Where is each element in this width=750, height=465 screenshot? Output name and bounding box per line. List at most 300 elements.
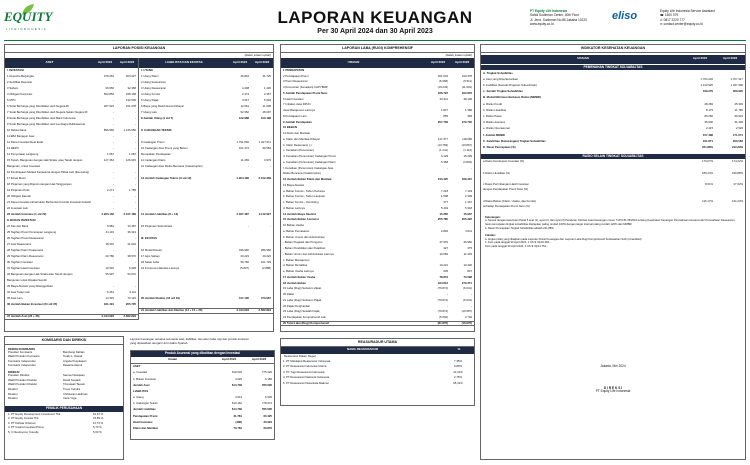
pemilik-rows	[5, 412, 123, 437]
row-label: c. Risiko Pasar	[483, 114, 502, 118]
row-value-y2: 46.960	[463, 240, 472, 245]
reasuradur-sub: Reasuransi Dalam Negeri	[284, 353, 317, 358]
row-value-y2: 365	[467, 113, 472, 118]
reasuradur-pct: 65,31%	[453, 380, 463, 385]
row-label: b. Bukan Investasi	[133, 377, 156, 381]
row-value-y2: -	[135, 170, 136, 175]
row-label: 16 Pembiayaan Melalui Kerjasama dengan Pihak Lain (Executing)	[7, 171, 90, 175]
row-value-y1: 41.119	[105, 230, 114, 235]
row-label: Bangunan untuk Dipakai Sendiri	[7, 279, 47, 283]
row-value-y1: 417.136	[238, 296, 249, 301]
produk-rows	[131, 364, 274, 432]
row-label: Merupakan Pendapatan	[141, 153, 171, 157]
indikator-col-y2: April 2023	[722, 56, 738, 61]
row-value-y2: (16.976)	[461, 320, 472, 325]
row-value-y2: (1.110)	[463, 148, 472, 153]
row-value-y2: 60.876	[263, 426, 272, 431]
row-label: 3 Utang Reasuransi	[141, 87, 166, 91]
pair-label: Komisaris Independen	[8, 358, 36, 363]
row-value-y1: -	[113, 236, 114, 241]
row-label: 14 Penyertaan Langsung	[7, 153, 39, 157]
labarugi-col-y2: April 2023	[454, 59, 470, 64]
reasuradur-title: REASURADUR UTAMA	[281, 339, 474, 347]
row-label: 11 Cadangan Klaim	[141, 159, 166, 163]
row-label: 1 PENDAPATAN	[283, 68, 305, 72]
row-value-y2: 5.646	[264, 98, 271, 103]
row-value-y2: 118.086	[462, 136, 472, 141]
row-value-y2: 131,24%	[731, 198, 743, 203]
row-label: 12 Dana Investasi Real Estat	[7, 141, 44, 145]
row-value-y1: 116,17%	[702, 198, 713, 203]
reasuradur-row	[281, 381, 474, 387]
row-label: I. UTANG	[141, 69, 154, 73]
row-value-y2: -	[135, 134, 136, 139]
row-value-y1: 2.263.132	[101, 212, 114, 217]
row-value-y1: 2.415	[706, 126, 713, 131]
row-value-y2: 189.415	[461, 177, 472, 182]
row-label: 30 Tagihan Investasi	[7, 261, 33, 265]
row-label: 18 Pinjaman yang Dijamin dengan Hak Tanggungan	[7, 183, 72, 187]
row-value-y1: 8.175	[706, 107, 713, 112]
row-label: 7 Utang Lain	[141, 111, 157, 115]
pemilik-row	[8, 431, 120, 436]
row-value-y1: 236.722	[437, 90, 448, 95]
company-info	[530, 9, 610, 26]
row-label: 14 Jumlah Biaya Akuisisi	[283, 212, 317, 216]
row-label: 1 Deposito Berjangka	[7, 75, 34, 79]
row-value-y1: 147.377	[437, 136, 448, 141]
keterangan-title: Keterangan:	[485, 215, 501, 219]
row-label: 18 Jumlah Beban	[283, 281, 307, 285]
catatan-a: a. Angka (nilai) yang disajikan pada Laporan Posisi Keuangan dan Laporan Laba Rugi Komprehensif berdasarkan SAK (Unaudited)	[485, 237, 642, 241]
row-label: 23 Laba (Rugi) Setelah Pajak	[283, 310, 320, 314]
row-label: 34 Aset Tetap Lain	[7, 291, 30, 295]
row-value-y2: 205.322	[461, 217, 472, 222]
reasuradur-name: 5. PT Reasuransi Nusantara Makmur	[283, 381, 330, 385]
logo-text: EQUITY	[4, 9, 53, 24]
row-value-y1: 896.966	[103, 128, 114, 133]
row-value-y2: 1.917.611	[258, 140, 271, 145]
row-label: 13 Biaya Akuisisi	[283, 183, 304, 187]
pair-label: Direktur	[8, 387, 18, 392]
row-label: dengan Pendapatan Premi Neto (%)	[483, 188, 529, 192]
row-value-y2: 11.433	[463, 251, 472, 256]
row-label: 24 Kas dan Bank	[7, 225, 29, 229]
row-label: 10 Reksa Dana	[7, 129, 27, 133]
row-value-y2: 100.198	[260, 116, 271, 121]
pair-value: 5,73 %	[93, 425, 102, 430]
row-label: a. Investasi	[133, 371, 148, 375]
row-value-y2: 2.582.894	[123, 314, 136, 319]
row-value-y2: 200.063	[732, 138, 743, 143]
row-label: 20 Zakat	[283, 293, 294, 297]
row-value-y2: 3.611	[465, 228, 472, 233]
liab-col-y2: April 2023	[254, 59, 270, 64]
row-value-y2: -	[135, 116, 136, 121]
row-value-y1: -	[113, 284, 114, 289]
row-value-y1: (76.874)	[437, 286, 448, 291]
row-value-y2: -	[135, 236, 136, 241]
row-label: b. Beban Komisi - Tahun Lanjutan	[283, 195, 325, 199]
row-label: 22 Investasi Lain	[7, 207, 28, 211]
row-label: d Rasio Beban (Klaim, Usaha, dan Komisi)	[483, 199, 537, 203]
row-label: Bangunan, untuk Investasi	[7, 165, 40, 169]
row-label: 19 Komponen Ekuitas Lainnya	[141, 267, 179, 271]
row-value-y2: 48.097	[262, 110, 271, 115]
pair-value: Trees Candra	[63, 387, 80, 392]
row-value-y1: 261.633	[437, 73, 448, 78]
row-label: f. Kenaikan (Penurunan) Cadangan Atas	[283, 166, 334, 170]
row-value-y2: (10.867)	[461, 142, 472, 147]
row-value-y2: 174,22%	[731, 159, 743, 164]
dewan-komisaris-title: DEWAN KOMISARIS	[8, 346, 36, 351]
komisaris-row	[8, 364, 120, 369]
row-value-y2: 10.420	[463, 263, 472, 268]
row-label: 18 Saldo Laba	[141, 261, 160, 265]
row-label: 16 Beban Usaha	[283, 224, 304, 228]
keterangan-a: a. Sesuai dengan ketentuan Pasal 5 ayat (1), ayat (2), dan ayat (3) Peraturan Otoritas Jasa Keuangan nomor 71/POJK.05/2016 tentang Kesehatan Keuangan Perusahaan Asuransi dan Perusahaan Reasuransi, rasio pencapaian tingkat solvabilitas ditetapkan paling rendah 100% dengan target internal paling rendah 120% dari MMBR.	[485, 219, 736, 226]
row-value-y2: -	[135, 122, 136, 127]
row-value-y2: 36.313	[127, 230, 136, 235]
row-value-y2: -	[135, 284, 136, 289]
produk-col-y2: April 2023	[251, 356, 267, 361]
row-value-y2: -	[135, 146, 136, 151]
rasio-title: RASIO SELAIN TINGKAT SOLVABILITAS	[481, 154, 745, 160]
mobile-icon: ✆	[660, 17, 664, 22]
row-label: a. Beban Pemasaran	[283, 229, 310, 233]
row-value-y1: 1.791.846	[236, 140, 249, 145]
labarugi-header	[281, 58, 474, 68]
row-value-y1: 614.709	[231, 407, 242, 412]
row-value-y2: 11.765	[734, 107, 743, 112]
row-value-y2: 2.702	[465, 315, 472, 320]
row-label: 14 Jumlah Liabilitas (8 + 13)	[141, 213, 179, 217]
row-value-y1: (5.004)	[439, 315, 448, 320]
row-value-y1: 181.491	[103, 302, 114, 307]
pair-value: 11,73 %	[93, 420, 104, 425]
row-label: 8 Pendapatan Lain	[283, 114, 307, 118]
row-label: II. CADANGAN TEKNIS	[141, 129, 172, 133]
row-value-y2: 2.582.894	[258, 308, 271, 313]
row-value-y2: 7.103	[465, 188, 472, 193]
liab-header	[139, 58, 273, 68]
row-value-y1: 157.498	[702, 132, 713, 137]
row-label: a Rasio Kecukupan Investasi (%)	[483, 160, 525, 164]
row-value-y1: 59.760	[240, 260, 249, 265]
row-label: 16 Modal Disetor	[141, 249, 163, 253]
row-value-y1: 14.315	[105, 296, 114, 301]
keterangan-b: b. Rasio Pencapaian Tingkat Solvabilitas adalah 221,88%	[485, 226, 554, 230]
row-label: 6 Hasil Investasi	[283, 97, 304, 101]
row-value-y1: 427	[443, 246, 448, 251]
row-label: 10 BEBAN	[283, 126, 297, 130]
row-value-y2: 2.317.189	[123, 212, 136, 217]
row-value-y2: 364.927	[125, 74, 136, 79]
komisaris-panel	[4, 336, 124, 460]
reasuradur-name: 1. PT Maskapai Reasuransi Indonesia	[283, 359, 331, 363]
row-value-y2: 272.730	[461, 119, 472, 124]
row-value-y1: 855	[443, 113, 448, 118]
row-label: 15 Pinjaman Subordinasi	[141, 225, 173, 229]
row-label: 4 Utang Komisi	[141, 93, 160, 97]
produk-col-y1: April 2024	[221, 356, 237, 361]
row-value-y1: -	[447, 303, 448, 308]
row-value-y2: 847	[467, 269, 472, 274]
service-mobile: 0817 2220 777	[663, 17, 685, 22]
row-value-y2: 1.135.656	[123, 128, 136, 133]
row-value-y2: 369.920	[732, 89, 743, 94]
row-value-y2: 785.606	[261, 407, 272, 412]
row-label: 5 Utang Pajak	[141, 99, 159, 103]
keterangan	[481, 210, 745, 249]
pair-value: Irana Yoga	[63, 396, 77, 401]
row-value-y1: -	[113, 122, 114, 127]
row-label: ASET	[133, 365, 141, 369]
row-value-y2: -	[135, 194, 136, 199]
row-value-y2: 1.087	[129, 152, 136, 157]
row-label: 17 Jumlah Beban Usaha	[283, 275, 316, 279]
row-value-y1: 20.780	[105, 254, 114, 259]
row-label: 24 Pendapatan Komprehensif Lain	[283, 316, 327, 320]
row-value-y2: 5.006	[129, 266, 136, 271]
row-label: III. EKUITAS	[141, 237, 157, 241]
row-value-y2: -	[471, 165, 472, 170]
labarugi-rows	[281, 68, 474, 327]
row-value-y2: 20.994	[263, 419, 272, 424]
row-value-y1: 9.129	[441, 154, 448, 159]
row-label: a. Aset yang Diperkenankan	[483, 77, 518, 81]
pair-value: 15,89 %	[93, 416, 104, 421]
row-label: 7 Imbalan Jasa DPLK/	[283, 103, 311, 107]
direksi-title: DIREKSI	[8, 370, 20, 375]
row-value-y2: 161.729	[260, 260, 271, 265]
pair-value: Teddy L. Rasak	[63, 354, 83, 359]
reasuradur-pct: 9,80%	[454, 364, 462, 369]
row-label: 3 Premi Reasuransi	[283, 80, 308, 84]
row-label: 8 Surat Berharga yang Diterbitkan oleh Bank Indonesia	[7, 117, 76, 121]
solvabilitas-title: PEMENUHAN TINGKAT SOLVABILITAS	[481, 65, 745, 71]
row-value-y1: (486)	[235, 419, 242, 424]
row-value-y2: 20.223	[262, 254, 271, 259]
komisaris-content	[5, 345, 123, 403]
row-label: 26 Tagihan Premi Reasuransi	[7, 237, 44, 241]
row-label: 25 Tagihan Premi Penutupan Langsung	[7, 231, 57, 235]
row-value-y2: -	[135, 182, 136, 187]
indikator-col: URAIAN	[577, 56, 589, 61]
row-value-y2: 126.615	[125, 158, 136, 163]
row-value-y2: (16.587)	[461, 309, 472, 314]
row-value-y1: 4.547	[242, 98, 249, 103]
row-value-y2: 90.581	[262, 146, 271, 151]
row-label: 21 Dana Investasi Infrastruktur Berbentuk Kontrak Investasi Kolektif	[7, 201, 91, 205]
row-value-y2: 11.638	[262, 104, 271, 109]
row-value-y1: 267.924	[103, 104, 114, 109]
liab-rows	[139, 68, 273, 314]
row-value-y2: 73.124	[127, 296, 136, 301]
row-label: 9 Jumlah Pendapatan	[283, 120, 312, 124]
row-value-y2: 1.785	[129, 188, 136, 193]
row-label: 36 Jumlah Bukan Investasi (24 s/d 35)	[7, 303, 58, 307]
posisi-keuangan-panel	[4, 44, 274, 332]
row-value-y1: -	[113, 206, 114, 211]
row-label: 29 Tagihan Klaim Reasuransi	[7, 255, 44, 259]
row-value-y1: 80.260	[704, 113, 713, 118]
row-label: 11 Klaim dan Manfaat	[283, 132, 311, 136]
row-value-y1: 2.846	[441, 228, 448, 233]
row-value-y1: -	[447, 165, 448, 170]
pair-label: Wakil Presiden Komisaris	[8, 354, 40, 359]
row-value-y2: (11.991)	[461, 85, 472, 90]
row-label: - Beban Pendidikan dan Pelatihan	[283, 247, 326, 251]
row-label: 21 Laba (Rugi) Sebelum Pajak	[283, 298, 322, 302]
row-value-y1: 8,61%	[705, 181, 713, 186]
row-value-y2: 196,88%	[731, 170, 743, 175]
note-line-2: yang dipasarkan dengan Unit Usaha Syariah.	[130, 340, 189, 345]
row-label: 4 Penurunan (Kenaikan) CAPYBMP	[283, 86, 328, 90]
row-label: 27 Aset Reasuransi	[7, 243, 32, 247]
row-label: b. Liabilitas (Kecuali Pinjaman Subordinasi)	[483, 84, 537, 88]
reasuradur-rows	[281, 359, 474, 387]
row-label: 12 Cadangan Atas Risiko Bencana (Catastrophic)	[141, 165, 203, 169]
row-value-y1: 179,07%	[701, 159, 713, 164]
row-label: c. Beban Manajemen	[283, 258, 310, 262]
row-value-y2: 1.707.317	[730, 76, 743, 81]
row-label: 37 Jumlah Aset (23 + 36)	[7, 315, 40, 319]
row-value-y2: 60.425	[263, 413, 272, 418]
row-label: d. Beban Mortalitas	[283, 264, 308, 268]
labarugi-col: URAIAN	[347, 59, 360, 64]
row-value-y1: 2.271	[107, 188, 114, 193]
sign-title: D I R E K S I	[603, 385, 623, 390]
row-label: Risiko Bencana (Catastrophic)	[283, 172, 321, 176]
row-value-y2: -	[135, 200, 136, 205]
catatan-c: Kurs pada tanggal 30 April 2023, 1 US $: Rp14.751,-	[485, 245, 548, 249]
row-value-y2: -	[135, 140, 136, 145]
row-value-y2: 240.378	[461, 73, 472, 78]
row-value-y1: 47.976	[439, 240, 448, 245]
row-value-y1: 7.218	[441, 188, 448, 193]
row-label: 8 Jumlah Utang (1 s/d 7)	[141, 117, 174, 121]
row-value-y1: 31.781	[233, 413, 242, 418]
row-label: 25 Total Laba (Rugi) Komprehensif	[283, 321, 330, 325]
row-value-y1: (5.668)	[439, 79, 448, 84]
pair-label: Wakil Presiden Direktur	[8, 377, 38, 382]
catatan-b: b. Kurs pada tanggal 30 April 2024, 1 US $: Rp16.284,-	[485, 241, 551, 245]
row-label: 19 Laba (Rugi) Sebelum Zakat	[283, 287, 322, 291]
row-label: d. Beban Lainnya	[283, 206, 305, 210]
row-value-y2: 48.109	[463, 96, 472, 101]
row-value-y1: 1.087	[107, 152, 114, 157]
row-value-y1: -	[113, 260, 114, 265]
row-value-y2: 212,29%	[731, 144, 743, 149]
row-value-y1: 336.960	[238, 248, 249, 253]
row-value-y2: 151.678	[125, 104, 136, 109]
row-value-y2: 286.960	[260, 248, 271, 253]
row-label: 9 Surat Berharga yang Diterbitkan oleh Lembaga Multinasional	[7, 123, 85, 127]
row-value-y2: 171.071	[732, 132, 743, 137]
page-title: LAPORAN KEUANGAN	[277, 8, 473, 27]
row-value-y2: (4.893)	[463, 159, 472, 164]
row-label: Klaim dan Manfaat	[133, 427, 158, 431]
komisaris-title: KOMISARIS DAN DIREKSI	[5, 337, 123, 345]
row-label: 13 Jumlah Cadangan Teknis (9 s/d 12)	[141, 177, 192, 181]
pair-label: 2. PT Equity Investa Tbk	[8, 416, 39, 421]
row-value-y1: -	[113, 176, 114, 181]
row-value-y1: 55.997	[105, 272, 114, 277]
row-value-y1: -	[113, 134, 114, 139]
reasuradur-name: 4. PT Reasuransi Nasional Indonesia	[283, 376, 330, 380]
row-value-y1: 2.444.623	[236, 308, 249, 313]
row-value-y2: 265.705	[125, 302, 136, 307]
row-value-y2: -	[270, 164, 271, 169]
row-label: 20 Jumlah Ekuitas (16 s/d 19)	[141, 297, 180, 301]
table-row	[281, 321, 474, 327]
row-value-y2: 31.403	[734, 120, 743, 125]
row-value-y2: -	[471, 292, 472, 297]
row-value-y1: 2.444.623	[101, 314, 114, 319]
table-row	[5, 314, 138, 320]
logo-tagline: L I F E I N D O N E S I A	[6, 27, 47, 31]
row-label: a. Utang	[133, 396, 144, 400]
row-value-y2: 2.012.369	[258, 176, 271, 181]
reasuradur-header	[281, 347, 474, 354]
row-value-y1: (76.874)	[437, 297, 448, 302]
row-value-y1: 1.413.925	[700, 83, 713, 88]
row-value-y1: (19.243)	[437, 85, 448, 90]
row-value-y1: 6.461	[107, 290, 114, 295]
row-label: d. Kenaikan (Penurunan) Cadangan Premi	[283, 155, 336, 159]
row-value-y2: (2.888)	[262, 266, 271, 271]
row-label: terhadap Pendapatan Premi Neto (%)	[483, 205, 530, 209]
produk-col: Uraian	[167, 356, 178, 361]
row-value-y2: 2.526	[736, 126, 743, 131]
service-phone: 1500 079	[664, 13, 679, 18]
row-value-y2: 74.098	[463, 274, 472, 279]
row-label: c. Jumlah Tingkat Solvabilitas	[483, 90, 523, 94]
row-value-y2: (6.641)	[463, 297, 472, 302]
company-web[interactable]: www.equity.co.id	[530, 21, 554, 26]
row-label: c. Beban Komisi - Overriding	[283, 201, 319, 205]
row-value-y2: 6.630	[265, 395, 272, 400]
row-label: LIABILITAS	[133, 389, 149, 393]
row-value-y2: 25.303	[734, 101, 743, 106]
pair-label: Direktur	[8, 391, 18, 396]
row-value-y2: 2.357	[264, 92, 271, 97]
row-label: 17 Agio Saham	[141, 255, 160, 259]
row-label: b. Cadangan Teknis	[133, 402, 158, 406]
row-value-y2: 9.111	[129, 290, 136, 295]
pair-value: Trisnawati Tauwin	[63, 382, 86, 387]
pair-label: Komisaris Independen	[8, 363, 36, 368]
row-value-y2: 38.570	[127, 254, 136, 259]
row-label: c Rasio Perimbangan Hasil Investasi	[483, 182, 529, 186]
row-value-y1: 20.223	[240, 254, 249, 259]
pair-value: Angela Puspitasari	[63, 358, 87, 363]
posisi-unit: (dalam jutaan rupiah)	[244, 52, 271, 57]
row-value-y2: 1.380	[465, 108, 472, 113]
row-label: 6 Biaya yang Masih Harus Dibayar	[141, 105, 185, 109]
row-label: a. Beban Komisi - Tahun Pertama	[283, 189, 325, 193]
row-value-y1: 46.843	[240, 74, 249, 79]
row-label: Pendapatan Premi	[133, 414, 158, 418]
row-label: e. Kenaikan (Penurunan) Cadangan Klaim	[283, 160, 336, 164]
row-label: 7 Surat Berharga yang Diterbitkan oleh Negara Selain Negara RI	[7, 111, 88, 115]
pair-label: 4. PT Iswara Investasi Prima	[8, 425, 44, 430]
row-value-y2: 2.309	[465, 194, 472, 199]
row-label: 5 Jumlah Pendapatan Premi Neto	[283, 91, 328, 95]
row-value-y1: 605	[443, 269, 448, 274]
service-email[interactable]: contact.center@equity.co.id	[663, 21, 703, 26]
